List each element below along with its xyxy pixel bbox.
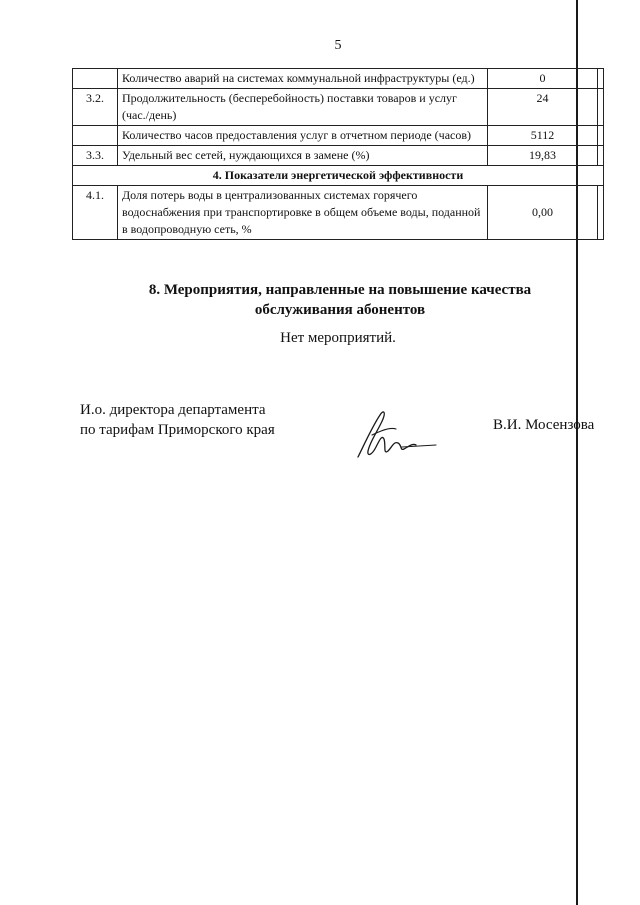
section-heading: 4. Показатели энергетической эффективности xyxy=(73,166,604,186)
section-8-title xyxy=(100,280,580,320)
page-number: 5 xyxy=(334,38,342,53)
row-extra-cell xyxy=(598,126,604,146)
row-value: 24 xyxy=(488,89,598,126)
row-number: 3.2. xyxy=(73,89,118,126)
signer-position xyxy=(80,400,340,440)
table-row xyxy=(73,146,604,166)
table-row xyxy=(73,186,604,240)
table-row xyxy=(73,126,604,146)
signer-position-line1: И.о. директора департамента xyxy=(80,402,266,418)
table-row xyxy=(73,89,604,126)
row-extra-cell xyxy=(598,146,604,166)
table-section-row xyxy=(73,166,604,186)
row-description: Продолжительность (бесперебойность) поставки товаров и услуг (час./день) xyxy=(118,89,488,126)
table-row xyxy=(73,69,604,89)
row-value: 0,00 xyxy=(488,186,598,240)
section-8-title-line2: обслуживания абонентов xyxy=(254,302,426,318)
no-measures-text: Нет мероприятий. xyxy=(280,330,396,346)
row-description: Удельный вес сетей, нуждающихся в замене (%) xyxy=(118,146,488,166)
row-number: 4.1. xyxy=(73,186,118,240)
row-description: Доля потерь воды в централизованных системах горячего водоснабжения при транспортировке в общем объеме воды, поданной в водопроводную сеть, % xyxy=(118,186,488,240)
row-extra-cell xyxy=(598,69,604,89)
row-value: 5112 xyxy=(488,126,598,146)
section-8-title-line1: 8. Мероприятия, направленные на повышение качества xyxy=(148,282,532,298)
handwritten-signature xyxy=(350,405,440,465)
row-description: Количество часов предоставления услуг в отчетном периоде (часов) xyxy=(118,126,488,146)
row-extra-cell xyxy=(598,186,604,240)
row-extra-cell xyxy=(598,89,604,126)
row-value: 19,83 xyxy=(488,146,598,166)
row-number xyxy=(73,126,118,146)
indicators-table xyxy=(72,68,604,240)
signer-name: В.И. Мосензова xyxy=(493,417,595,433)
row-value: 0 xyxy=(488,69,598,89)
row-number xyxy=(73,69,118,89)
row-description: Количество аварий на системах коммунальной инфраструктуры (ед.) xyxy=(118,69,488,89)
signer-position-line2: по тарифам Приморского края xyxy=(80,422,275,438)
row-number: 3.3. xyxy=(73,146,118,166)
